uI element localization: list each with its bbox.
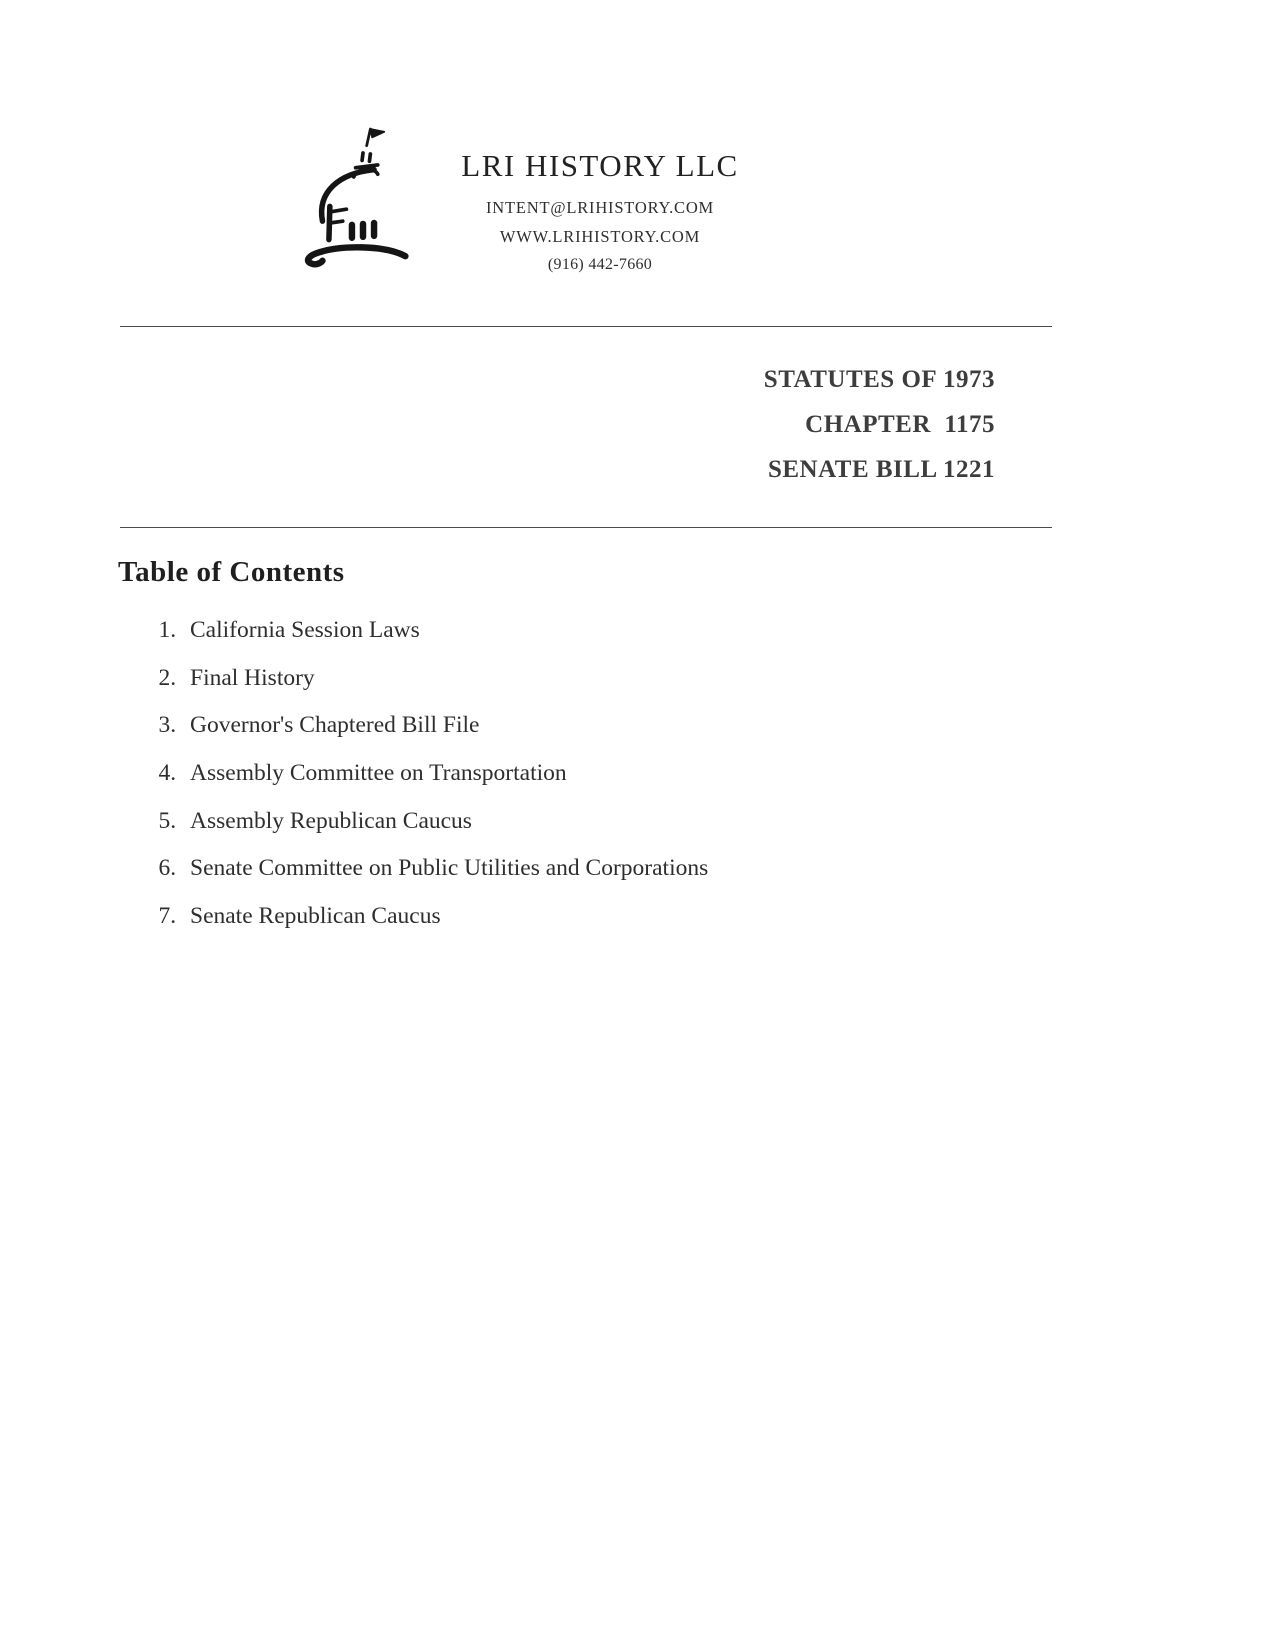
divider-bottom <box>120 527 1052 528</box>
capitol-dome-logo <box>288 118 438 293</box>
divider-top <box>120 326 1052 327</box>
toc-item: 3. Governor's Chaptered Bill File <box>182 713 708 738</box>
toc-list <box>118 618 708 952</box>
capitol-dome-icon <box>288 118 438 293</box>
toc-item: 5. Assembly Republican Caucus <box>182 809 708 834</box>
toc-heading: Table of Contents <box>118 556 345 588</box>
company-name: LRI HISTORY LLC <box>461 148 739 183</box>
chapter-line: CHAPTER 1175 <box>805 411 995 438</box>
company-website: WWW.LRIHISTORY.COM <box>499 227 701 246</box>
company-phone: (916) 442-7660 <box>547 256 653 273</box>
statutes-line: STATUTES OF 1973 <box>763 366 995 393</box>
toc-item: 4. Assembly Committee on Transportation <box>182 761 708 786</box>
senate-bill-line: SENATE BILL 1221 <box>767 456 995 483</box>
toc-item: 2. Final History <box>182 666 708 691</box>
company-header <box>430 148 770 274</box>
company-email: INTENT@LRIHISTORY.COM <box>485 198 715 217</box>
toc-item: 6. Senate Committee on Public Utilities and Corporations <box>182 856 708 881</box>
toc-item: 7. Senate Republican Caucus <box>182 904 708 929</box>
toc-item: 1. California Session Laws <box>182 618 708 643</box>
statute-title-block <box>450 366 995 501</box>
